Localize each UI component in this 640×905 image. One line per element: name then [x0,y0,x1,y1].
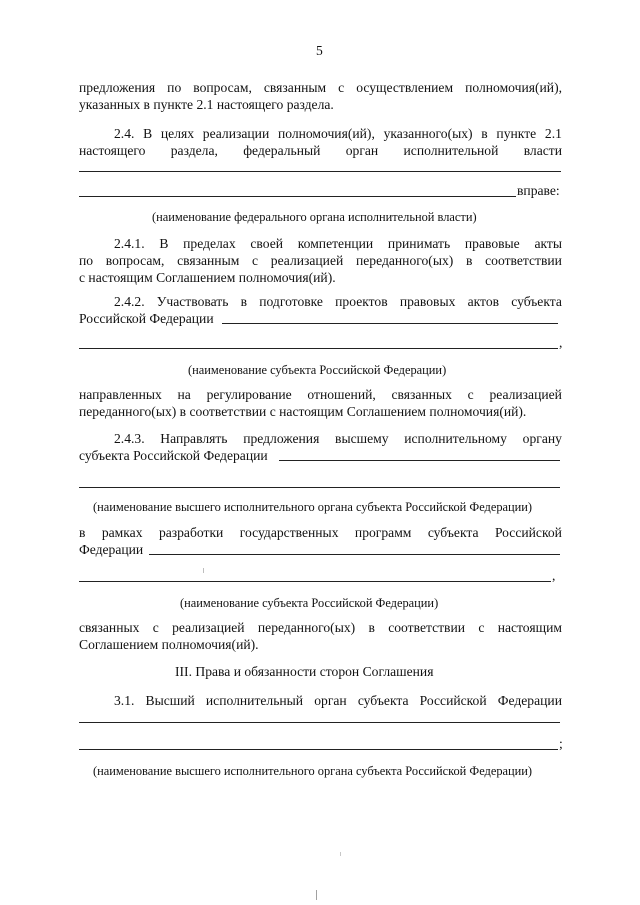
word: предложения [79,80,156,95]
fill-line [79,171,561,172]
word: целях [160,126,195,141]
s3-line1 [114,693,562,709]
word: 3.1. [114,693,135,708]
word: правовые [464,236,520,251]
word: субъекта [427,525,479,540]
word: проектов [335,294,388,309]
word: с [478,620,485,635]
word: в [466,253,473,268]
word: предложения [243,431,320,446]
word: исполнительной [403,143,499,158]
word: с [467,387,474,402]
p241-line2 [79,253,562,269]
word: В [143,126,153,141]
word: связанным [177,253,240,268]
word: связанным [263,80,327,95]
caption-higher-body-1: (наименование высшего исполнительного органа субъекта Российской Федерации) [93,500,533,514]
scan-mark [203,568,204,573]
word: компетенции [297,236,374,251]
word: Направлять [160,431,228,446]
fill-line [79,749,558,750]
fill-line [79,196,516,197]
p241-line1 [114,236,562,252]
word: орган [345,143,379,158]
fill-line [222,323,558,324]
word: полномочия(ий), [465,80,562,95]
word: органу [522,431,562,446]
word: указанного(ых) [383,126,473,141]
word: соответствии [388,620,466,635]
word: осуществлением [356,80,454,95]
word: федеральный [243,143,321,158]
caption-subject-2: (наименование субъекта Российской Федерации) [180,596,439,610]
p2-line1 [114,126,562,142]
p242-cont1 [79,387,562,403]
word: рамках [101,525,143,540]
word: отношений, [307,387,376,402]
word: субъекта [511,294,562,309]
word: в [240,294,248,309]
s3-semicolon: ; [559,736,563,751]
word: соответствии [485,253,562,268]
word: орган [314,693,347,708]
p1-line2: указанных в пункте 2.1 настоящего раздела. [79,97,334,112]
word: 2.4. [114,126,135,141]
word: 2.4.1. [114,236,145,251]
word: пределах [183,236,236,251]
word: полномочия(ий), [277,126,375,141]
word: в [481,126,488,141]
word: реализацией [270,253,344,268]
word: связанных [79,620,140,635]
word: 2.4.3. [114,431,145,446]
word: реализацией [172,620,245,635]
word: 2.1 [544,126,562,141]
word: принимать [387,236,451,251]
p2-suffix: вправе: [517,183,560,198]
p243-cont3 [79,620,562,636]
word: подготовке [259,294,323,309]
fill-line [149,554,560,555]
word: субъекта [357,693,409,708]
word: высшему [335,431,389,446]
word: по [167,80,182,95]
word: Российской [494,525,562,540]
word: по [79,253,94,268]
word: переданного(ых) [356,253,454,268]
word: реализацией [489,387,562,402]
word: раздела, [170,143,218,158]
p2-line2 [79,143,562,159]
word: правовых [399,294,456,309]
word: с [152,620,159,635]
word: связанных [391,387,452,402]
word: разработки [158,525,224,540]
word: исполнительному [404,431,507,446]
word: с [338,80,345,95]
p242-cont2: переданного(ых) в соответствии с настоящим Соглашением полномочия(ий). [79,404,527,419]
scan-mark [340,852,341,856]
p243-cont1 [79,525,562,541]
p242-comma: , [559,335,563,350]
fill-line [79,487,560,488]
word: Участвовать [156,294,229,309]
p242-line2: Российской Федерации [79,311,214,326]
scan-mark [316,890,317,900]
word: настоящего [79,143,146,158]
word: реализации [202,126,270,141]
word: в [368,620,375,635]
word: регулирование [206,387,292,402]
word: своей [250,236,284,251]
fill-line [79,581,551,582]
word: вопросам, [105,253,165,268]
word: вопросам, [193,80,252,95]
word: Федерации [497,693,562,708]
caption-higher-body-2: (наименование высшего исполнительного органа субъекта Российской Федерации) [93,764,533,778]
fill-line [279,460,560,461]
word: 2.4.2. [114,294,145,309]
word: программ [354,525,412,540]
caption-subject-1: (наименование субъекта Российской Федерации) [188,363,447,377]
word: пункте [496,126,537,141]
word: исполнительный [205,693,304,708]
p243-line1 [114,431,562,447]
fill-line [79,722,560,723]
fill-line [79,348,558,349]
page-number: 5 [316,43,323,58]
word: В [159,236,169,251]
p243-cont4: Соглашением полномочия(ий). [79,637,259,652]
word: с [252,253,259,268]
word: Высший [145,693,195,708]
p243-line2: субъекта Российской Федерации [79,448,268,463]
p241-line3: с настоящим Соглашением полномочия(ий). [79,270,336,285]
word: акты [534,236,562,251]
word: Российской [419,693,487,708]
word: в [79,525,86,540]
word: настоящим [497,620,562,635]
section-heading: III. Права и обязанности сторон Соглашения [175,664,434,679]
word: государственных [239,525,339,540]
word: актов [467,294,500,309]
p243-comma: , [552,568,556,583]
word: власти [523,143,562,158]
word: на [177,387,191,402]
p243-cont2: Федерации [79,542,144,557]
word: переданного(ых) [257,620,356,635]
caption-federal-body: (наименование федерального органа исполнительной власти) [152,210,477,224]
word: направленных [79,387,162,402]
p1-line1 [79,80,562,96]
p242-line1 [114,294,562,310]
